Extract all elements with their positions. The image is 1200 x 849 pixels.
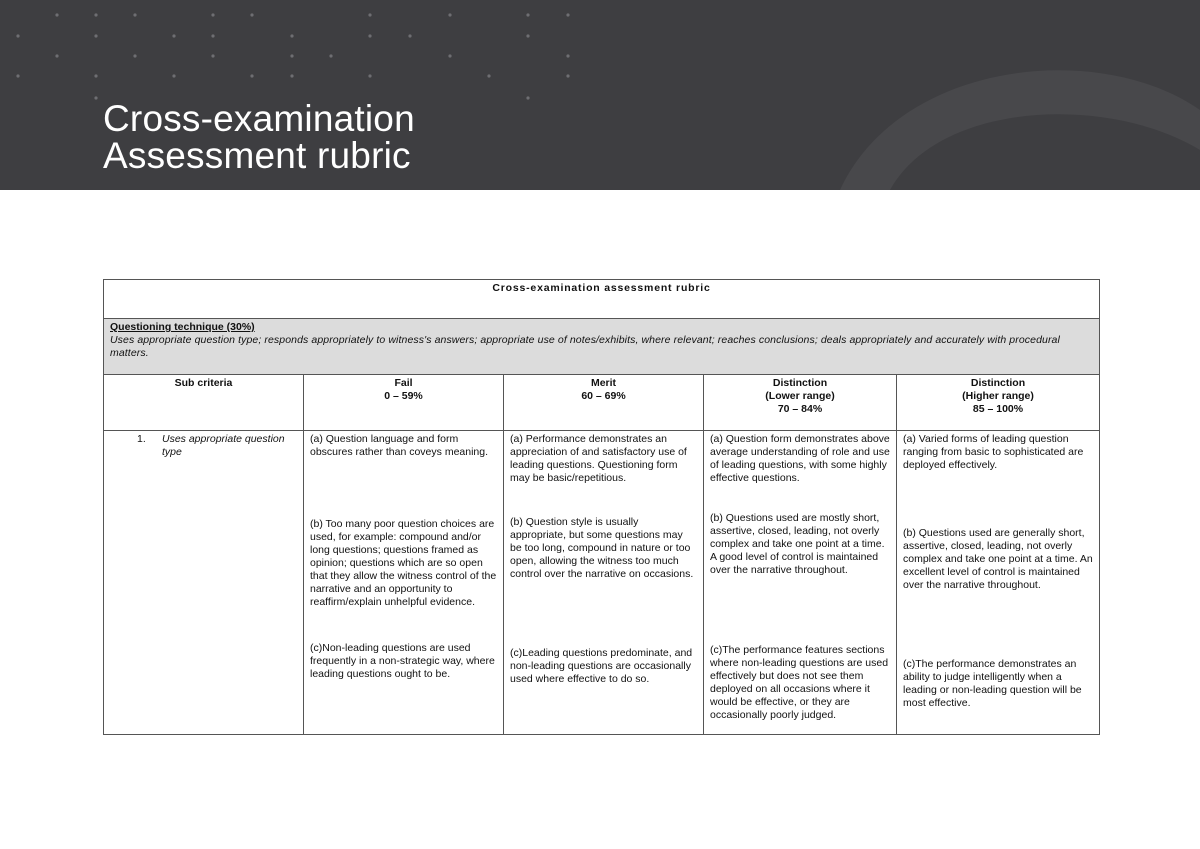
distinction-higher-a: (a) Varied forms of leading question ranging from basic to sophisticated are deployed effectively. (903, 433, 1084, 471)
distinction-lower-c: (c)The performance features sections where non-leading questions are used effectively but does not see them deployed on all occasions where it would be effective, or they are occasionally poorly judged. (710, 644, 889, 721)
header-label: Merit (590, 377, 617, 389)
header-label: Distinction (772, 377, 828, 389)
header-range: 0 – 59% (384, 390, 423, 402)
fail-a: (a) Question language and form obscures rather than coveys meaning. (310, 433, 489, 458)
criterion-row (104, 431, 1100, 735)
header-distinction-higher (897, 375, 1100, 431)
header-sublabel: (Higher range) (962, 390, 1034, 402)
criterion-cell (104, 431, 304, 735)
table-caption: Cross-examination assessment rubric (104, 280, 1100, 319)
rubric-table (103, 279, 1100, 735)
header-range: 85 – 100% (972, 403, 1024, 415)
section-row (104, 319, 1100, 375)
page-title-line1: Cross-examination (103, 98, 415, 139)
fail-c: (c)Non-leading questions are used frequently in a non-strategic way, where leading questions ought to be. (310, 642, 495, 680)
fail-cell (304, 431, 504, 735)
header-range: 70 – 84% (777, 403, 823, 415)
merit-a: (a) Performance demonstrates an appreciation of and satisfactory use of leading questions. Questioning form may be basic/repetitious. (510, 433, 687, 484)
header-label: Distinction (970, 377, 1026, 389)
page-title-line2: Assessment rubric (103, 135, 411, 176)
page-title (103, 100, 415, 174)
header-distinction-lower (704, 375, 897, 431)
distinction-lower-cell (704, 431, 897, 735)
header-sub-criteria (104, 375, 304, 431)
distinction-higher-b: (b) Questions used are generally short, assertive, closed, leading, not overly complex and take one point at a time. An excellent level of control is maintained over the narrative throughout. (903, 527, 1093, 591)
header-sublabel: (Lower range) (765, 390, 835, 402)
banner-dots (16, 13, 569, 99)
distinction-lower-a: (a) Question form demonstrates above average understanding of role and use of leading questions, with some highly effective questions. (710, 433, 890, 484)
distinction-higher-cell (897, 431, 1100, 735)
section-description: Uses appropriate question type; responds appropriately to witness's answers; appropriate use of notes/exhibits, where relevant; reaches conclusions; deals appropriately and accurately with procedural matters. (110, 334, 1060, 359)
header-merit (504, 375, 704, 431)
distinction-higher-c: (c)The performance demonstrates an ability to judge intelligently when a leading or non-leading question will be most effective. (903, 658, 1082, 709)
header-label: Sub criteria (174, 377, 233, 389)
criterion-label: Uses appropriate question type (162, 433, 285, 458)
merit-c: (c)Leading questions predominate, and non-leading questions are occasionally used where effective to do so. (510, 647, 693, 685)
table-caption-row (104, 280, 1100, 319)
column-header-row (104, 375, 1100, 431)
header-fail (304, 375, 504, 431)
banner-arc (840, 70, 1200, 190)
header-banner (0, 0, 1200, 190)
merit-cell (504, 431, 704, 735)
section-title: Questioning technique (30%) (110, 321, 255, 333)
merit-b: (b) Question style is usually appropriate, but some questions may be too long, compound in nature or too open, allowing the witness too much control over the narrative on occasions. (510, 516, 694, 580)
header-label: Fail (394, 377, 413, 389)
header-range: 60 – 69% (581, 390, 626, 402)
fail-b: (b) Too many poor question choices are used, for example: compound and/or long questions; questions framed as opinion; questions which are so open that they allow the witness control of the narrative and an opportunity to reaffirm/explain unhelpful evidence. (310, 518, 497, 608)
distinction-lower-b: (b) Questions used are mostly short, assertive, closed, leading, not overly complex and take one point at a time. A good level of control is maintained over the narrative throughout. (710, 512, 885, 576)
criterion-number: 1. (137, 433, 146, 445)
section-cell (104, 319, 1100, 375)
